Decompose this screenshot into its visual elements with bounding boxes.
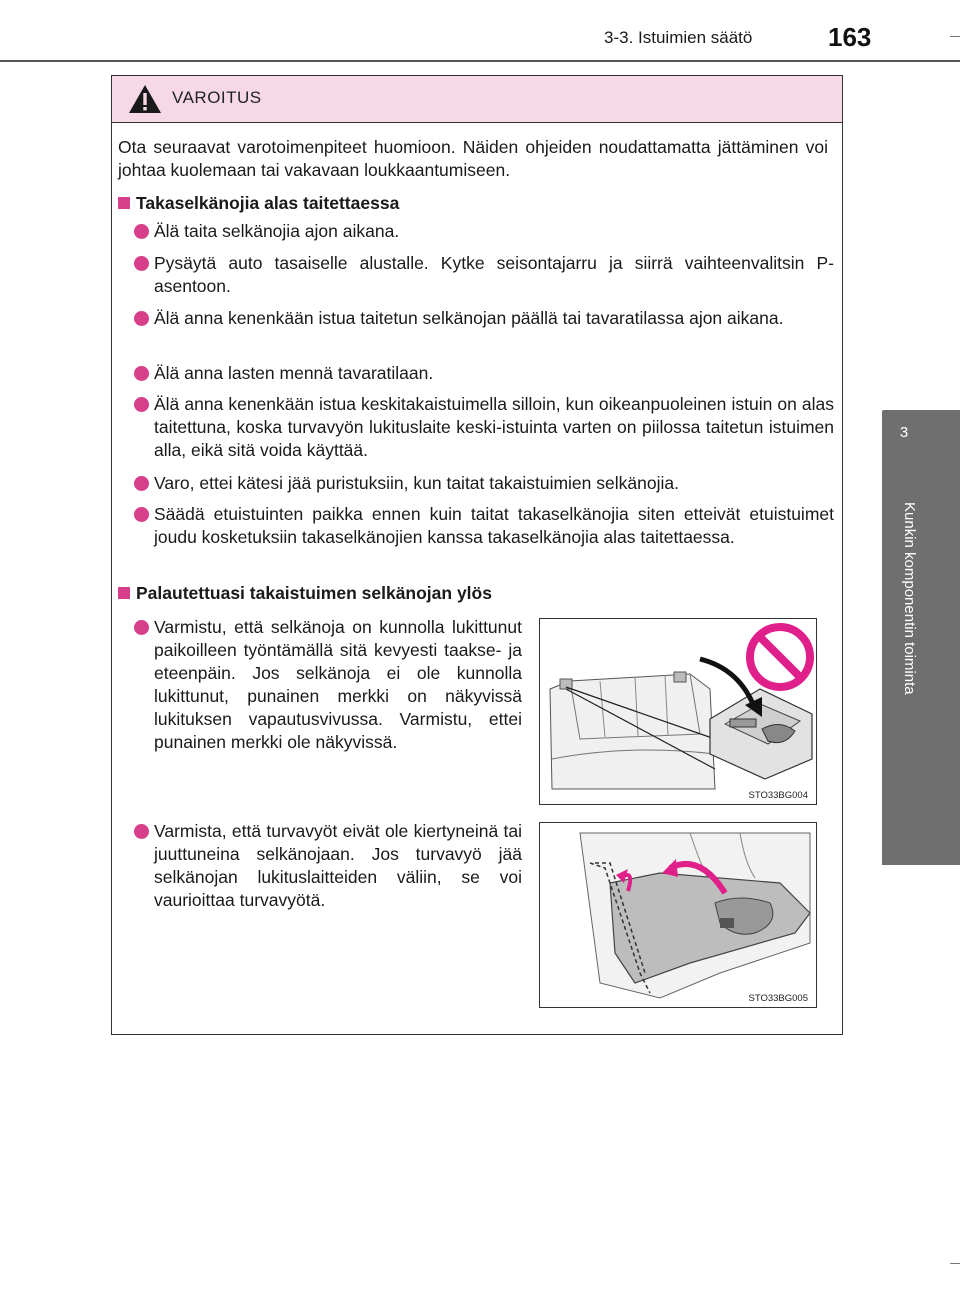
list-item-text: Älä anna kenenkään istua keskitakaistuimella silloin, kun oikeanpuoleinen istuin on alas taitettuna, koska turvavyön lukituslaite keski-istuinta varten on piilossa taitetun istuimen alla, eikä sitä voida käyttää. [154,394,834,460]
crop-mark [950,1263,960,1264]
warning-box [111,75,843,1035]
warning-header [112,76,842,123]
list-item [134,503,834,549]
bullet-icon [134,507,149,522]
bullet-icon [134,224,149,239]
bullet-icon [134,824,149,839]
crop-mark [950,36,960,37]
section-heading-text: Takaselkänojia alas taitettaessa [136,193,400,213]
warning-triangle-icon [128,84,162,114]
figure-code: STO33BG005 [748,993,808,1004]
list-item [134,616,522,754]
list-item-text: Älä anna lasten mennä tavaratilaan. [154,363,434,383]
section-title: 3-3. Istuimien säätö [604,28,753,47]
figure-seat-lock [539,618,817,805]
list-item-text: Säädä etuistuinten paikka ennen kuin taitat takaselkänojia siten etteivät etuistuimet joudu kosketuksiin takaselkänojien kanssa takaselkänojia alas taitettaessa. [154,504,834,547]
warning-intro: Ota seuraavat varotoimenpiteet huomioon. Näiden ohjeiden noudattamatta jättäminen voi johtaa kuolemaan tai vakavaan loukkaantumiseen. [118,137,828,180]
square-bullet-icon [118,197,130,209]
list-item [134,362,834,385]
list-item-text: Älä taita selkänojia ajon aikana. [154,221,400,241]
list-item-text: Älä anna kenenkään istua taitetun selkänojan päällä tai tavaratilassa ajon aikana. [154,308,784,328]
warning-title: VAROITUS [172,88,262,107]
list-item [134,220,834,243]
list-item [134,820,522,912]
bullet-icon [134,397,149,412]
list-item-text: Varmista, että turvavyöt eivät ole kiertyneinä tai juuttuneina selkänojaan. Jos turvavyö jää selkänojan lukituslaitteiden väliin, se voi vaurioittaa turvavyötä. [154,821,522,910]
figure-seatbelt [539,822,817,1008]
list-item [134,307,834,330]
square-bullet-icon [118,587,130,599]
figure-code: STO33BG004 [748,790,808,801]
bullet-icon [134,256,149,271]
list-item-text: Pysäytä auto tasaiselle alustalle. Kytke seisontajarru ja siirrä vaihteenvalitsin P-asentoon. [154,253,834,296]
prohibited-icon [750,627,810,687]
list-item [134,252,834,298]
seatbelt-illustration [540,823,816,1007]
bullet-icon [134,366,149,381]
list-item [134,393,834,462]
chapter-tab [882,410,960,865]
bullet-icon [134,620,149,635]
header-rule [0,60,960,62]
chapter-number: 3 [899,424,909,441]
list-item [134,472,834,495]
page-number: 163 [828,22,872,52]
seat-lock-illustration [540,619,816,804]
bullet-icon [134,311,149,326]
section-heading [118,192,399,215]
section-heading [118,582,492,605]
list-item-text: Varo, ettei kätesi jää puristuksiin, kun taitat takaistuimien selkänojia. [154,473,679,493]
section-heading-text: Palautettuasi takaistuimen selkänojan ylös [136,583,492,603]
bullet-icon [134,476,149,491]
list-item-text: Varmistu, että selkänoja on kunnolla lukittunut paikoilleen työntämällä sitä kevyesti taakse- ja eteenpäin. Jos selkänoja ei ole kunnolla lukittunut, punainen merkki on näkyvissä lukituksen vapautusvivussa. Varmistu, ettei punainen merkki ole näkyvissä. [154,617,522,752]
chapter-label: Kunkin komponentin toiminta [901,502,918,695]
